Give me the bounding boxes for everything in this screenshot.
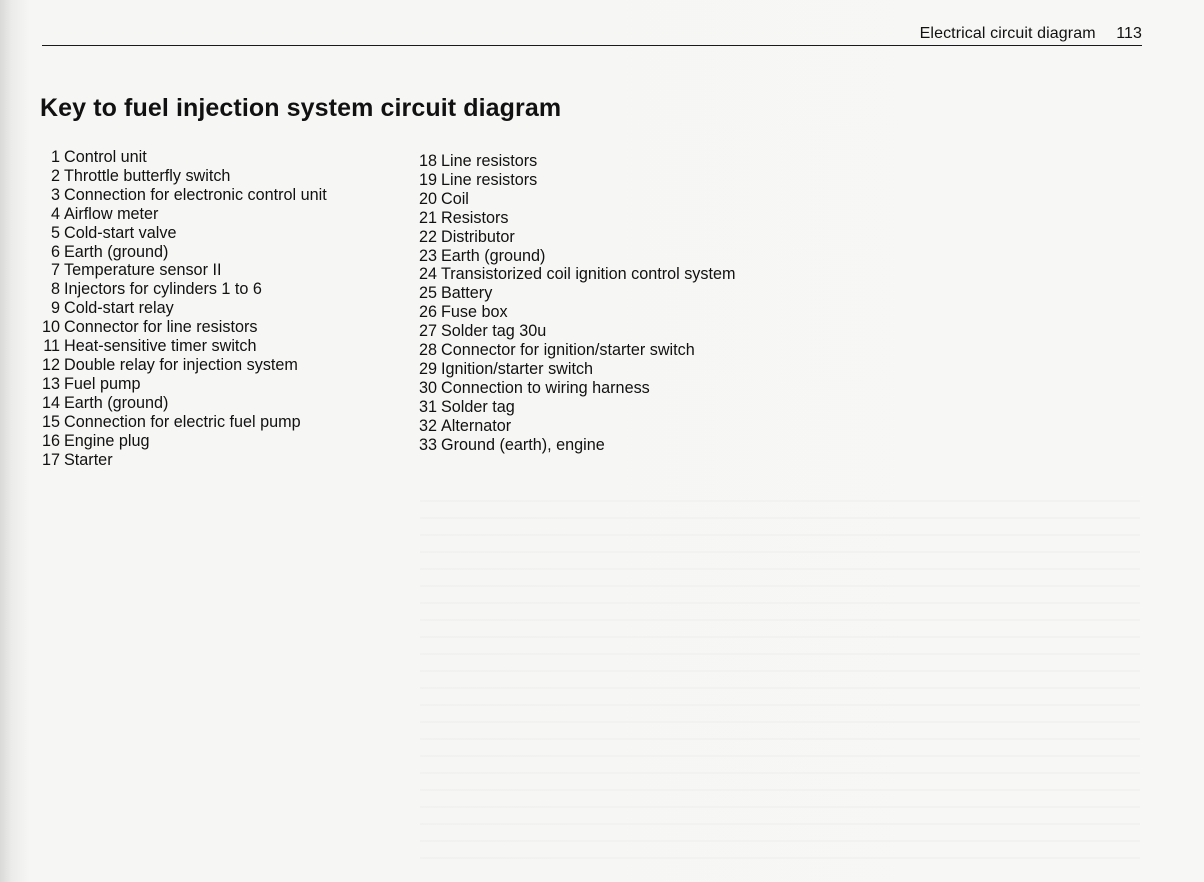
key-item-label: Earth (ground) xyxy=(64,242,169,261)
key-item xyxy=(40,186,400,205)
key-item-number: 16 xyxy=(41,431,60,450)
key-item-number: 8 xyxy=(50,280,60,299)
key-item-label: Battery xyxy=(441,284,493,303)
key-item xyxy=(40,167,400,186)
running-head xyxy=(920,25,1142,43)
key-item-number: 18 xyxy=(418,152,437,170)
key-item-label: Connector for ignition/starter switch xyxy=(441,341,695,360)
key-item-number: 24 xyxy=(418,265,437,284)
key-item-number: 23 xyxy=(418,246,437,265)
key-item-label: Fuse box xyxy=(441,303,508,322)
key-item-label: Earth (ground) xyxy=(64,393,169,412)
key-item xyxy=(40,451,400,470)
key-item-number: 19 xyxy=(418,170,437,189)
key-item xyxy=(417,228,777,247)
key-item-label: Connection for electronic control unit xyxy=(64,185,327,204)
key-item-label: Ground (earth), engine xyxy=(441,435,605,454)
key-item xyxy=(417,379,777,398)
key-item-label: Fuel pump xyxy=(64,374,141,393)
key-item xyxy=(40,243,400,262)
key-list-right xyxy=(417,152,777,455)
key-item-label: Throttle butterfly switch xyxy=(64,166,231,185)
key-item xyxy=(417,303,777,322)
key-item-label: Starter xyxy=(64,450,113,469)
key-item xyxy=(40,318,400,337)
key-item-label: Connection to wiring harness xyxy=(441,378,650,397)
key-item-number: 5 xyxy=(50,223,60,242)
key-item-number: 31 xyxy=(418,397,437,416)
key-item-label: Distributor xyxy=(441,227,515,246)
key-item xyxy=(40,337,400,356)
key-item xyxy=(40,432,400,451)
key-item xyxy=(417,436,777,455)
key-item-label: Injectors for cylinders 1 to 6 xyxy=(64,280,262,299)
key-item-number: 6 xyxy=(50,242,60,261)
key-item-label: Ignition/starter switch xyxy=(441,359,594,378)
key-item-label: Resistors xyxy=(441,208,509,227)
key-item-label: Solder tag xyxy=(441,397,515,416)
key-item xyxy=(417,209,777,228)
key-item xyxy=(417,247,777,266)
key-item-number: 22 xyxy=(418,227,437,246)
key-item-number: 33 xyxy=(418,435,437,454)
key-item xyxy=(40,205,400,224)
key-item xyxy=(40,413,400,432)
key-item-number: 32 xyxy=(418,416,437,435)
key-item xyxy=(417,322,777,341)
key-item-number: 11 xyxy=(43,337,60,356)
key-item-number: 27 xyxy=(418,322,437,341)
key-item-number: 25 xyxy=(418,284,437,303)
key-item xyxy=(417,398,777,417)
key-item-label: Line resistors xyxy=(441,152,538,170)
key-item-label: Connection for electric fuel pump xyxy=(64,412,301,431)
key-item-number: 26 xyxy=(418,303,437,322)
key-list-left xyxy=(40,148,400,469)
key-item xyxy=(417,341,777,360)
key-item-number: 20 xyxy=(418,189,437,208)
key-item-number: 2 xyxy=(50,166,60,185)
key-item xyxy=(40,261,400,280)
key-item-number: 15 xyxy=(41,412,60,431)
key-item-label: Double relay for injection system xyxy=(64,355,298,374)
key-item xyxy=(40,299,400,318)
key-item xyxy=(417,190,777,209)
key-item xyxy=(40,375,400,394)
key-item-number: 10 xyxy=(41,318,60,337)
key-item-number: 12 xyxy=(41,355,60,374)
key-item-label: Coil xyxy=(441,189,469,208)
key-item-number: 29 xyxy=(418,359,437,378)
key-item xyxy=(417,265,777,284)
key-item-number: 28 xyxy=(418,341,437,360)
key-item-number: 3 xyxy=(50,185,60,204)
key-item-label: Transistorized coil ignition control system xyxy=(441,265,736,284)
key-item xyxy=(417,360,777,379)
key-item-label: Solder tag 30u xyxy=(441,322,547,341)
key-item xyxy=(40,224,400,243)
running-head-title: Electrical circuit diagram xyxy=(919,25,1096,42)
show-through-background xyxy=(420,500,1140,860)
key-item-label: Temperature sensor II xyxy=(64,261,222,280)
key-item-number: 4 xyxy=(50,204,60,223)
key-item xyxy=(417,152,777,171)
key-item-number: 21 xyxy=(418,208,437,227)
key-item-label: Earth (ground) xyxy=(441,246,546,265)
key-item xyxy=(40,356,400,375)
key-item-number: 9 xyxy=(50,299,60,318)
key-item-number: 1 xyxy=(50,148,60,166)
key-item-label: Airflow meter xyxy=(64,204,159,223)
key-item-label: Cold-start valve xyxy=(64,223,177,242)
key-item xyxy=(40,280,400,299)
page-heading: Key to fuel injection system circuit diagram xyxy=(40,94,562,122)
key-item xyxy=(417,284,777,303)
key-item xyxy=(417,417,777,436)
key-item-label: Alternator xyxy=(441,416,512,435)
page-number: 113 xyxy=(1116,25,1142,42)
key-item-label: Cold-start relay xyxy=(64,299,174,318)
key-item xyxy=(417,171,777,190)
key-item-label: Heat-sensitive timer switch xyxy=(64,337,257,356)
key-item-number: 13 xyxy=(41,374,60,393)
key-item-number: 17 xyxy=(41,450,60,469)
key-item-label: Control unit xyxy=(64,148,147,166)
key-item-number: 14 xyxy=(41,393,60,412)
key-item-number: 7 xyxy=(50,261,60,280)
key-item-label: Engine plug xyxy=(64,431,150,450)
key-item xyxy=(40,394,400,413)
key-item-number: 30 xyxy=(418,378,437,397)
key-item-label: Connector for line resistors xyxy=(64,318,258,337)
header-rule xyxy=(42,45,1142,46)
key-item xyxy=(40,148,400,167)
key-item-label: Line resistors xyxy=(441,170,538,189)
